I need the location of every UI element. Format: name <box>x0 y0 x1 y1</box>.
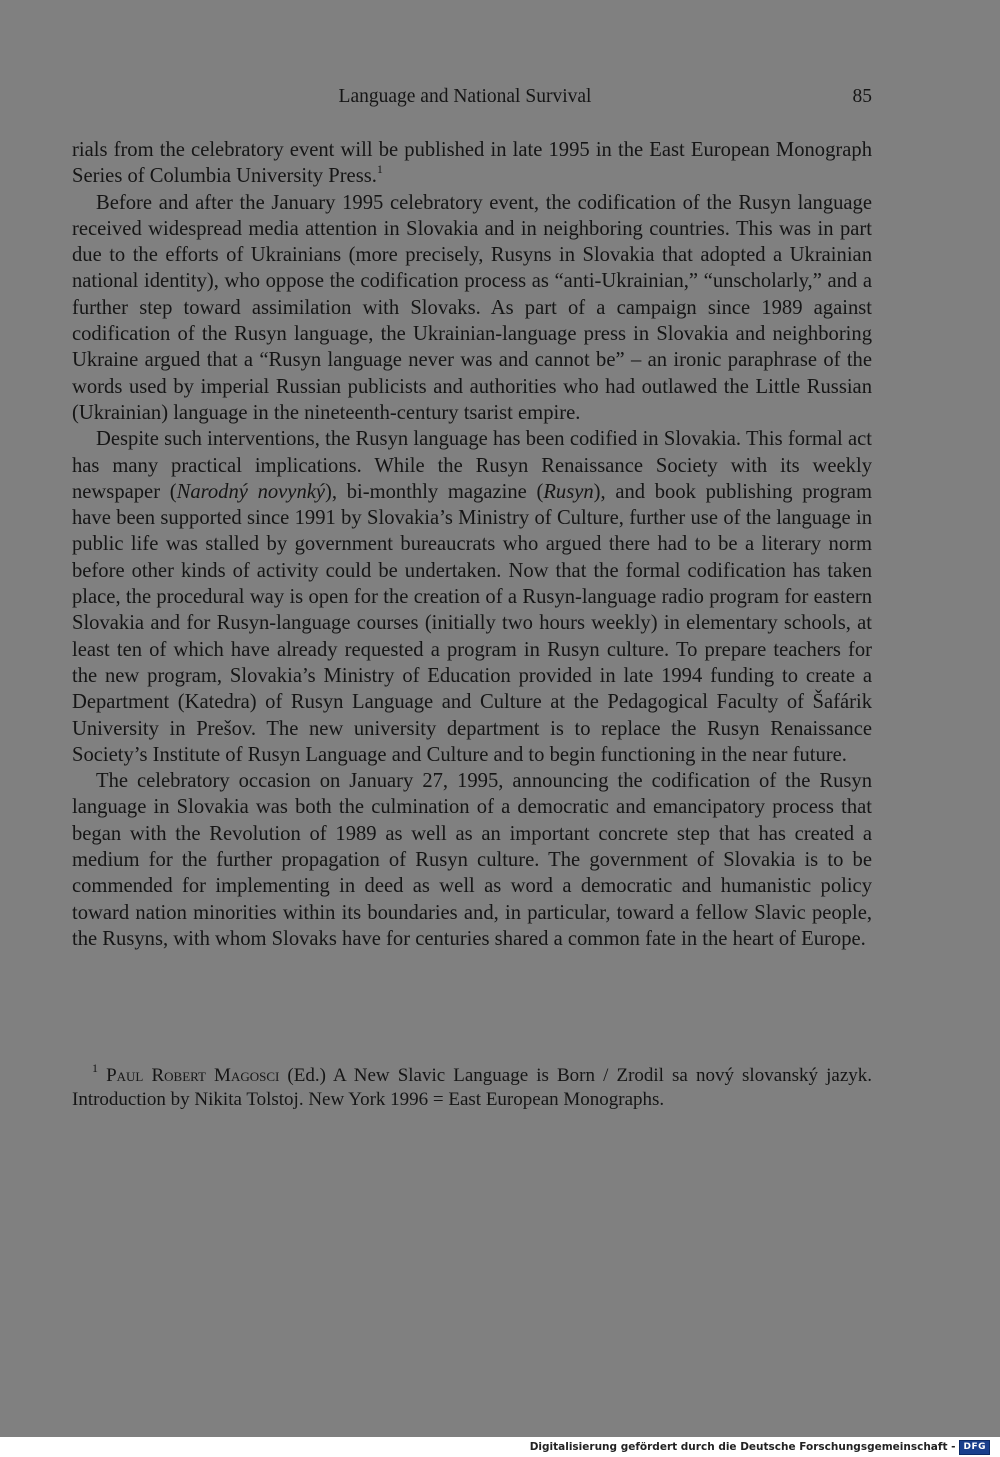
running-head <box>72 86 872 112</box>
paragraph-3-text-c: ), and book publishing program have been supported since 1991 by Slovakia’s Ministry of Culture, further use of the language in public life was stalled by government bureaucrats who argued there had to be a literary norm before other kinds of activity could be undertaken. Now that the formal codification has taken place, the procedural way is open for the creation of a Rusyn-language radio program for eastern Slovakia and for Rusyn-language courses (initially two hours weekly) in elementary schools, at least ten of which have already requested a program in Rusyn culture. To prepare teachers for the new program, Slovakia’s Ministry of Education provided in late 1994 funding to create a Department (Katedra) of Rusyn Language and Culture at the Pedagogical Faculty of Šafárik University in Prešov. The new university department is to replace the Rusyn Renaissance Society’s Institute of Rusyn Language and Culture and to begin functioning in the near future. <box>72 480 872 766</box>
footnote-1 <box>72 1061 873 1112</box>
paragraph-3-text-a: Despite such interventions, the Rusyn language has been codified in Slovakia. This formal act has many practical implications. While the Rusyn Renaissance Society with its weekly newspaper ( <box>72 428 872 503</box>
paragraph-3 <box>72 426 872 768</box>
page-number: 85 <box>852 86 872 107</box>
paragraph-3-text-b: ), bi-monthly magazine ( <box>325 480 544 503</box>
credit-text: Digitalisierung gefördert durch die Deutsche Forschungsgemeinschaft - <box>529 1441 956 1453</box>
paragraph-1-text: rials from the celebratory event will be published in late 1995 in the East European Monograph Series of Columbia University Press. <box>72 139 872 188</box>
newspaper-title: Narodný novynký <box>176 480 326 503</box>
running-head-title: Language and National Survival <box>338 86 592 107</box>
magazine-title: Rusyn <box>543 480 594 503</box>
paragraph-2: Before and after the January 1995 celebratory event, the codification of the Rusyn language received widespread media attention in Slovakia and in neighboring countries. This was in part due to the efforts of Ukrainians (more precisely, Rusyns in Slovakia that adopted a Ukrainian national identity), who oppose the codification process as “anti-Ukrainian,” “unscholarly,” and a further step toward assimilation with Slovaks. As part of a campaign since 1989 against codification of the Rusyn language, the Ukrainian-language press in Slovakia and neighboring Ukraine argued that a “Rusyn language never was and cannot be” – an ironic paraphrase of the words used by imperial Russian publicists and authorities who had outlawed the Little Russian (Ukrainian) language in the nineteenth-century tsarist empire. <box>72 191 872 424</box>
paragraph-1 <box>72 137 872 190</box>
footnote-reference: 1 <box>376 162 383 177</box>
digitization-credit <box>530 1440 990 1454</box>
footnote <box>72 1061 873 1112</box>
paragraph-4: The celebratory occasion on January 27, 1995, announcing the codification of the Rusyn language in Slovakia was both the culmination of a democratic and emancipatory process that began with the Revolution of 1989 as well as an important concrete step that has created a medium for the further propagation of Rusyn culture. The government of Slovakia is to be commended for implementing in deed as well as word a democratic and humanistic policy toward nation minorities within its boundaries and, in particular, toward a fellow Slavic people, the Rusyns, with whom Slovaks have for centuries shared a common fate in the heart of Europe. <box>72 770 872 950</box>
body-text <box>72 137 872 952</box>
footnote-text: (Ed.) A New Slavic Language is Born / Zrodil sa nový slovanský jazyk. Introduction by Nikita Tolstoj. New York 1996 = East European Monographs. <box>72 1065 873 1110</box>
dfg-logo: DFG <box>959 1440 990 1455</box>
footnote-marker: 1 <box>92 1061 98 1075</box>
footnote-author: Paul Robert Magosci <box>106 1065 280 1086</box>
